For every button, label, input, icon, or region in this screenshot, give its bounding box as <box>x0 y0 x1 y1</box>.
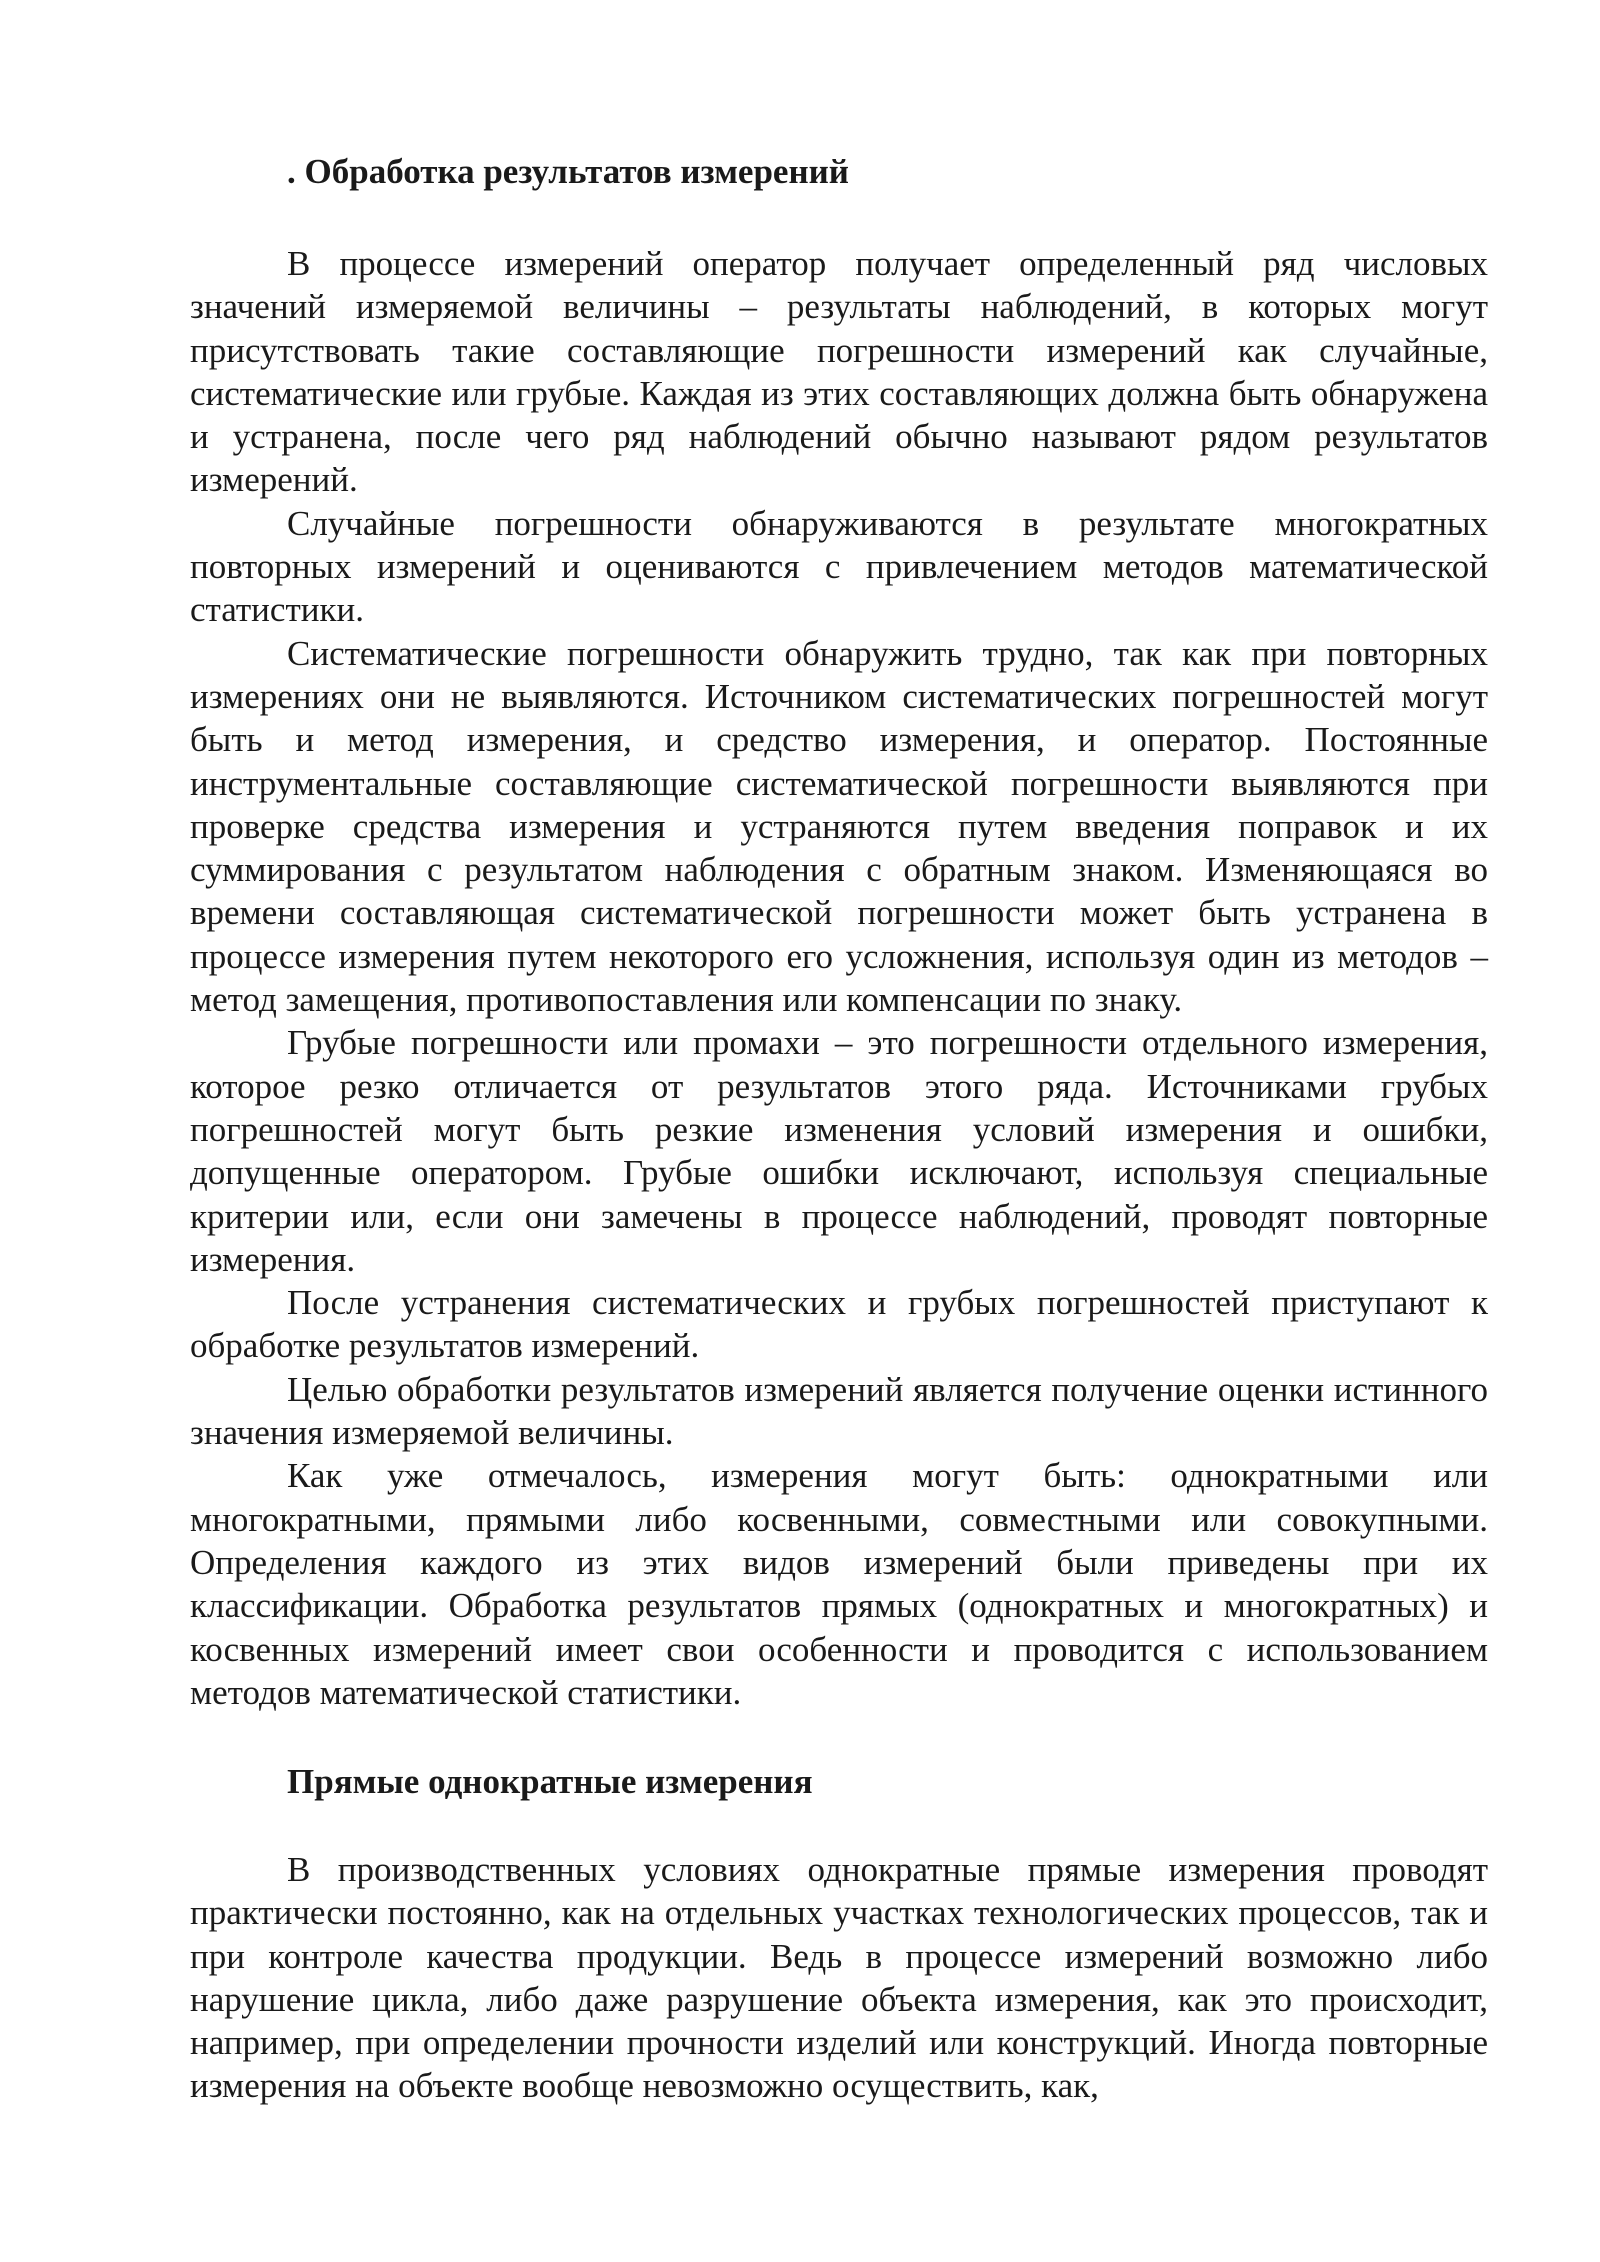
paragraph: Как уже отмечалось, измерения могут быть: однократными или многократными, прямыми либо косвенными, совместными или совокупными. Определения каждого из этих видов измерений были приведены при их классификации. Обработка результатов прямых (однократных и многократных) и косвенных измерений имеет свои особенности и проводится с использованием методов математической статистики. <box>190 1456 1488 1712</box>
section-heading-direct-single: Прямые однократные измерения <box>287 1762 813 1801</box>
paragraph: После устранения систематических и грубых погрешностей приступают к обработке результатов измерений. <box>190 1283 1488 1366</box>
document-page <box>190 0 1488 2262</box>
section-body-direct-single <box>190 1848 1488 2108</box>
paragraph: Грубые погрешности или промахи – это погрешности отдельного измерения, которое резко отличается от результатов этого ряда. Источниками грубых погрешностей могут быть резкие изменения условий измерения и ошибки, допущенные оператором. Грубые ошибки исключают, используя специальные критерии или, если они замечены в процессе наблюдений, проводят повторные измерения. <box>190 1023 1488 1279</box>
section-body-processing <box>190 242 1488 1714</box>
paragraph: В производственных условиях однократные прямые измерения проводят практически постоянно, как на отдельных участках технологических процессов, так и при контроле качества продукции. Ведь в процессе измерений возможно либо нарушение цикла, либо даже разрушение объекта измерения, как это происходит, например, при определении прочности изделий или конструкций. Иногда повторные измерения на объекте вообще невозможно осуществить, как, <box>190 1850 1488 2106</box>
paragraph: Систематические погрешности обнаружить трудно, так как при повторных измерениях они не выявляются. Источником систематических погрешностей могут быть и метод измерения, и средство измерения, и оператор. Постоянные инструментальные составляющие систематической погрешности выявляются при проверке средства измерения и устраняются путем введения поправок и их суммирования с результатом наблюдения с обратным знаком. Изменяющаяся во времени составляющая систематической погрешности может быть устранена в процессе измерения путем некоторого его усложнения, используя один из методов – метод замещения, противопоставления или компенсации по знаку. <box>190 633 1488 1020</box>
section-heading-processing: . Обработка результатов измерений <box>287 152 849 191</box>
paragraph: Случайные погрешности обнаруживаются в результате многократных повторных измерений и оцениваются с привлечением методов математической статистики. <box>190 503 1488 630</box>
paragraph: В процессе измерений оператор получает определенный ряд числовых значений измеряемой величины – результаты наблюдений, в которых могут присутствовать такие составляющие погрешности измерений как случайные, систематические или грубые. Каждая из этих составляющих должна быть обнаружена и устранена, после чего ряд наблюдений обычно называют рядом результатов измерений. <box>190 244 1488 500</box>
paragraph: Целью обработки результатов измерений является получение оценки истинного значения измеряемой величины. <box>190 1369 1488 1453</box>
